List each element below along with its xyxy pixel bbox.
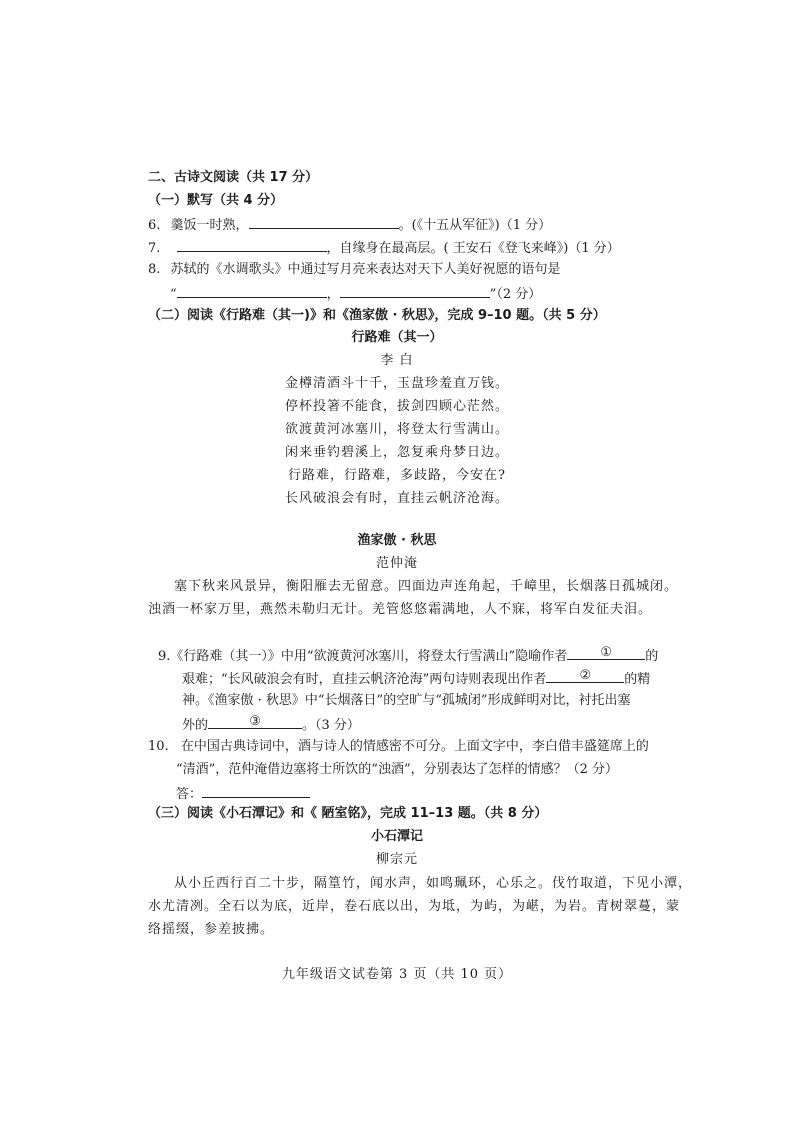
poem1-author: 李 白	[380, 353, 414, 368]
poem1-line: 闲来垂钓碧溪上，忽复乘舟梦日边。	[284, 445, 509, 460]
q9-text: 的	[645, 649, 659, 664]
poem1-line: 行路难，行路难，多歧路，今安在?	[288, 468, 506, 483]
q8-number: 8.	[148, 262, 161, 277]
question-9-line-2	[182, 670, 650, 688]
q9-text: 的精	[624, 672, 651, 687]
q6-answer-blank[interactable]	[249, 216, 399, 229]
poem1-title: 行路难（其一）	[351, 330, 443, 345]
question-9-line-4	[182, 716, 360, 734]
poem2-author: 范仲淹	[375, 556, 418, 571]
section-title: 二、古诗文阅读（共 17 分）	[148, 170, 319, 185]
poem2-line: 塞下秋来风景异，衡阳雁去无留意。四面边声连角起，千嶂里，长烟落日孤城闭。	[174, 579, 679, 594]
q9-text: 外的	[182, 718, 209, 733]
q8-answer-line	[170, 285, 541, 303]
q8-answer-blank-2[interactable]	[340, 285, 490, 298]
essay-line: 从小丘西行百二十步，隔篁竹，闻水声，如鸣珮环，心乐之。伐竹取道，下见小潭，	[174, 876, 693, 891]
essay-author: 柳宗元	[375, 852, 418, 867]
essay-title: 小石潭记	[370, 829, 423, 844]
q9-blank-2[interactable]	[546, 670, 624, 683]
question-8	[148, 262, 561, 278]
q9-number: 9.	[158, 649, 171, 664]
q9-text: 《行路难（其一）》中用“欲渡黄河冰塞川，将登太行雪满山”隐喻作者	[170, 649, 568, 664]
part1-title: （一）默写（共 4 分）	[148, 193, 284, 208]
essay-line: 络摇缀，参差披拂。	[148, 922, 275, 937]
poem2-line: 浊酒一杯家万里，燕然未勒归无计。羌管悠悠霜满地，人不寐，将军白发征夫泪。	[148, 602, 653, 617]
q8-stem: 苏轼的《水调歌头》中通过写月亮来表达对天下人美好祝愿的语句是	[170, 262, 561, 277]
part2-title: （二）阅读《行路难（其一)》和《渔家傲 · 秋思》，完成 9–10 题。（共 5 分）	[148, 308, 606, 323]
q8-open-quote: “	[170, 287, 177, 302]
q9-text: 艰难；“长风破浪会有时，直挂云帆济沧海”两句诗则表现出作者	[182, 672, 547, 687]
question-9-line-1	[158, 647, 658, 665]
question-7	[148, 239, 620, 257]
q10-number: 10.	[148, 739, 169, 754]
question-10-line-2: “清酒”，范仲淹借边塞将士所饮的“浊酒”，分别表达了怎样的情感？（2 分）	[176, 762, 618, 777]
q7-suffix: ，自缘身在最高层。( 王安石《登飞来峰》)（1 分）	[326, 241, 620, 256]
q9-blank-1-marker: ①	[600, 645, 613, 660]
poem1-line: 欲渡黄河冰塞川，将登太行雪满山。	[284, 422, 509, 437]
q8-answer-blank-1[interactable]	[177, 285, 327, 298]
q7-answer-blank[interactable]	[177, 239, 327, 252]
q9-blank-3-marker: ③	[249, 714, 261, 729]
question-6	[148, 216, 551, 234]
q6-prefix: 羹饭一时熟，	[170, 218, 249, 233]
q8-comma: ，	[326, 287, 340, 302]
q6-suffix: 。(《十五从军征》)（1 分）	[398, 218, 552, 233]
question-9-line-3: 神。《渔家傲 · 秋思》中“长烟落日”的空旷与“孤城闭”形成鲜明对比，衬托出塞	[182, 693, 631, 708]
q10-answer-blank[interactable]	[202, 785, 310, 798]
q9-text: 。（3 分）	[302, 718, 360, 733]
q9-blank-3[interactable]	[208, 716, 302, 729]
part3-title: （三）阅读《小石潭记》和《 陋室铭》，完成 11–13 题。（共 8 分）	[148, 806, 548, 821]
q10-text: 在中国古典诗词中，酒与诗人的情感密不可分。上面文字中，李白借丰盛筵席上的	[180, 739, 649, 754]
essay-line: 水尤清冽。全石以为底，近岸，卷石底以出，为坻，为屿，为嵁，为岩。青树翠蔓，蒙	[148, 899, 681, 914]
q10-answer-label: 答：	[176, 787, 203, 802]
question-10-line-1	[148, 739, 649, 755]
q10-answer-line	[176, 785, 310, 803]
q8-close: ”（2 分）	[489, 287, 542, 302]
q6-number: 6.	[148, 218, 161, 233]
q7-number: 7.	[148, 241, 161, 256]
q9-blank-2-marker: ②	[579, 668, 592, 683]
page-footer: 九年级语文试卷第 3 页（共 10 页）	[281, 967, 513, 982]
poem2-title: 渔家傲 · 秋思	[357, 533, 437, 548]
poem1-line: 停杯投箸不能食，拔剑四顾心茫然。	[284, 399, 509, 414]
poem1-line: 金樽清酒斗十千，玉盘珍羞直万钱。	[284, 376, 509, 391]
q9-blank-1[interactable]	[567, 647, 645, 660]
poem1-line: 长风破浪会有时，直挂云帆济沧海。	[284, 491, 509, 506]
